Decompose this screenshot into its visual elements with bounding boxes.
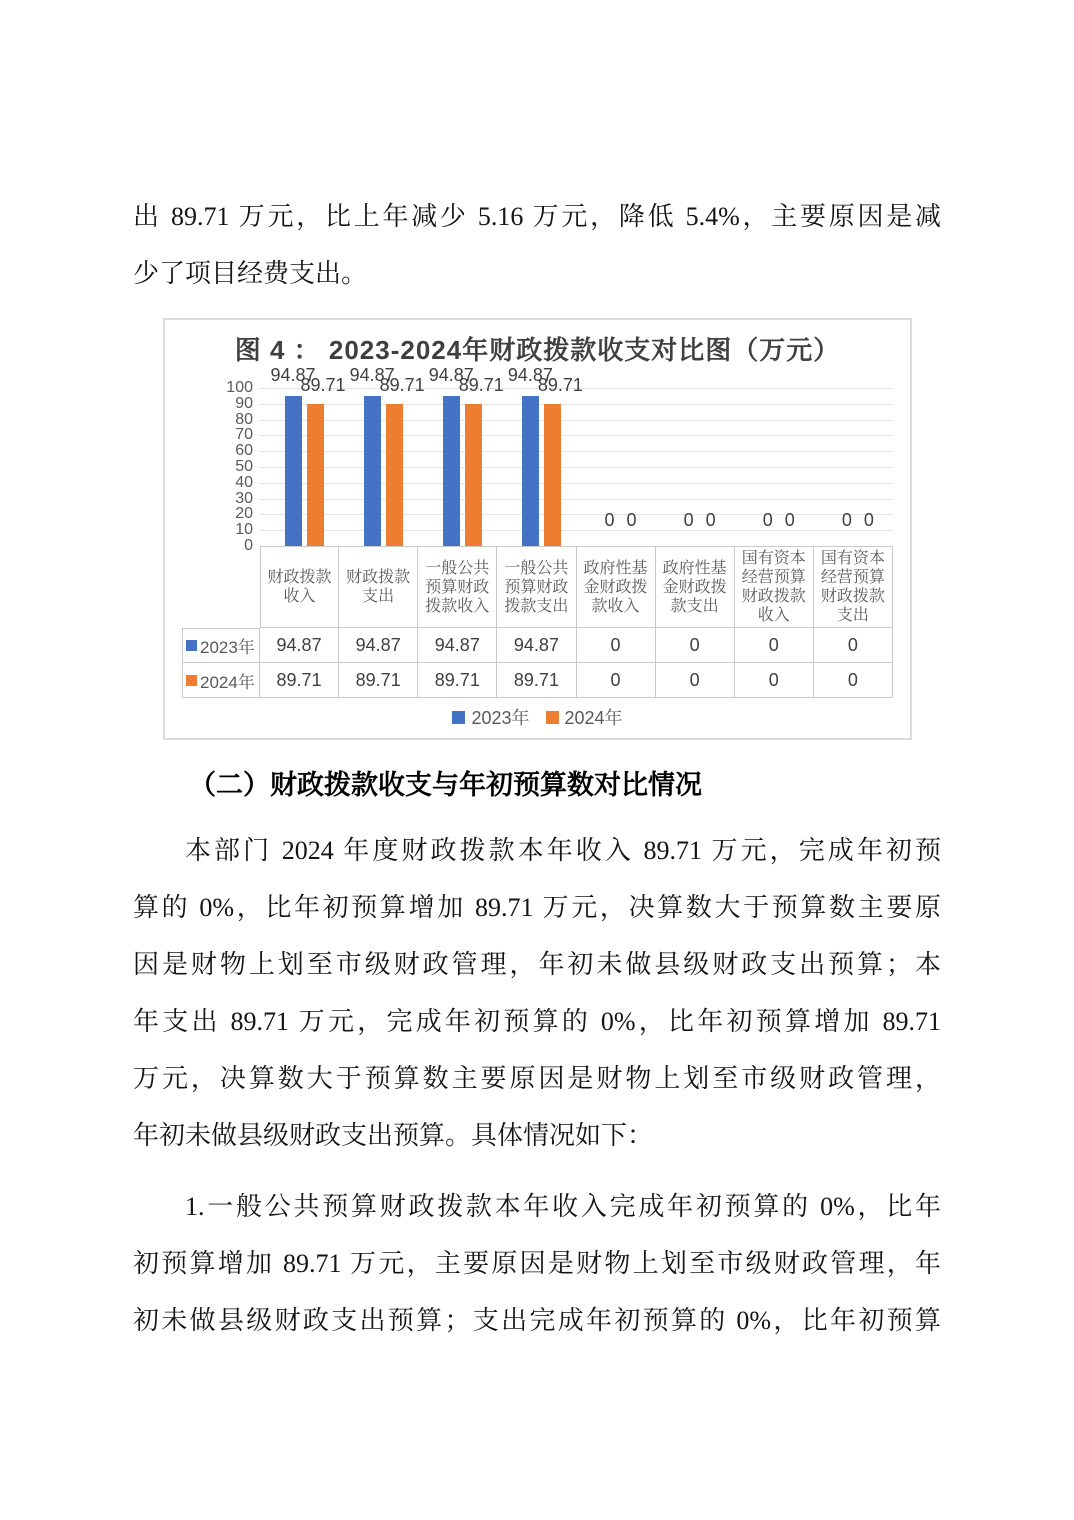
table-header-cell: 一般公共预算财政拨款收入 <box>418 546 497 628</box>
bar-2023年 <box>364 396 381 546</box>
intro-paragraph <box>133 188 941 302</box>
y-axis-tick-label: 70 <box>235 426 253 444</box>
text-line: 算的 0%，比年初预算增加 89.71 万元，决算数大于预算数主要原 <box>133 893 941 922</box>
bar-value-label: 89.71 <box>458 375 504 395</box>
chart-legend <box>165 704 910 730</box>
table-value-cell: 0 <box>656 663 735 698</box>
bar-2023年 <box>443 396 460 546</box>
table-header-cell: 财政拨款收入 <box>260 546 339 628</box>
table-header-cell: 国有资本经营预算财政拨款收入 <box>735 546 814 628</box>
bar-value-label: 94.87 <box>349 365 395 385</box>
bar-2024年 <box>465 404 482 546</box>
table-value-cell: 89.71 <box>339 663 418 698</box>
bar-value-label: 0 <box>863 510 874 530</box>
y-axis-tick-label: 60 <box>235 442 253 460</box>
text-line: 初预算增加 89.71 万元，主要原因是财物上划至市级财政管理，年 <box>133 1249 941 1278</box>
table-value-cell: 94.87 <box>260 628 339 663</box>
text-line: 初未做县级财政支出预算；支出完成年初预算的 0%，比年初预算 <box>133 1306 941 1335</box>
bar-value-label: 89.71 <box>379 375 425 395</box>
paragraph-budget-comparison <box>133 822 941 1164</box>
y-axis-tick-label: 50 <box>235 458 253 475</box>
text-line: 因是财物上划至市级财政管理，年初未做县级财政支出预算；本 <box>133 950 941 979</box>
y-axis-tick-label: 30 <box>235 489 253 507</box>
bar-value-label: 0 <box>705 510 716 530</box>
bar-2024年 <box>386 404 403 546</box>
table-header-cell: 政府性基金财政拨款支出 <box>656 546 735 628</box>
table-value-cell: 89.71 <box>260 663 339 698</box>
table-value-cell: 0 <box>814 628 893 663</box>
legend-item <box>452 704 529 730</box>
bar-2023年 <box>522 396 539 546</box>
y-axis-tick-label: 100 <box>226 379 253 396</box>
bar-value-label: 0 <box>683 510 694 530</box>
bar-value-label: 89.71 <box>537 375 583 395</box>
text-line: 年支出 89.71 万元，完成年初预算的 0%，比年初预算增加 89.71 <box>133 1007 941 1036</box>
table-value-cell: 0 <box>735 663 814 698</box>
bar-value-label: 94.87 <box>507 365 553 385</box>
gridline <box>260 467 893 468</box>
bar-value-label: 94.87 <box>428 365 474 385</box>
table-value-cell: 94.87 <box>497 628 576 663</box>
bar-value-label: 89.71 <box>300 375 346 395</box>
table-value-cell: 0 <box>577 663 656 698</box>
gridline <box>260 483 893 484</box>
legend-item <box>546 704 623 730</box>
table-value-cell: 94.87 <box>339 628 418 663</box>
bar-value-label: 0 <box>604 510 615 530</box>
table-header-cell: 财政拨款支出 <box>339 546 418 628</box>
y-axis-tick-label: 20 <box>235 505 253 523</box>
table-value-cell: 0 <box>656 628 735 663</box>
gridline <box>260 435 893 436</box>
text-line: 少了项目经费支出。 <box>133 259 368 288</box>
y-axis-tick-label: 40 <box>235 473 253 491</box>
bar-2024年 <box>544 404 561 546</box>
table-value-cell: 0 <box>814 663 893 698</box>
legend-label: 2024年 <box>564 708 623 728</box>
table-value-cell: 89.71 <box>497 663 576 698</box>
legend-key-square <box>452 711 465 724</box>
bar-value-label: 0 <box>841 510 852 530</box>
table-row-label: 2024年 <box>182 663 260 698</box>
table-value-cell: 0 <box>735 628 814 663</box>
text-line: 出 89.71 万元，比上年减少 5.16 万元，降低 5.4%，主要原因是减 <box>133 202 941 231</box>
y-axis-tick-label: 90 <box>235 394 253 412</box>
text-line: 年初未做县级财政支出预算。具体情况如下： <box>133 1121 654 1150</box>
y-axis-tick-label: 80 <box>235 410 253 428</box>
bar-2023年 <box>285 396 302 546</box>
gridline <box>260 404 893 405</box>
chart-canvas <box>165 320 910 738</box>
table-row-label: 2023年 <box>182 628 260 663</box>
legend-key-square <box>186 675 197 686</box>
chart-title: 图 4 ： 2023-2024年财政拨款收支对比图（万元） <box>234 335 841 365</box>
table-value-cell: 89.71 <box>418 663 497 698</box>
bar-2024年 <box>307 404 324 546</box>
table-header-cell: 国有资本经营预算财政拨款支出 <box>814 546 893 628</box>
bar-value-label: 0 <box>762 510 773 530</box>
paragraph-general-public-budget <box>133 1178 941 1349</box>
y-axis-tick-label: 0 <box>244 537 253 554</box>
gridline <box>260 451 893 452</box>
bar-value-label: 0 <box>626 510 637 530</box>
section-heading: （二）财政拨款收支与年初预算数对比情况 <box>189 770 702 800</box>
text-line: 1.一般公共预算财政拨款本年收入完成年初预算的 0%，比年 <box>185 1192 941 1221</box>
table-value-cell: 0 <box>577 628 656 663</box>
gridline <box>260 499 893 500</box>
legend-key-square <box>546 711 559 724</box>
bar-value-label: 0 <box>784 510 795 530</box>
gridline <box>260 420 893 421</box>
text-line: 本部门 2024 年度财政拨款本年收入 89.71 万元，完成年初预 <box>185 836 941 865</box>
bar-value-label: 94.87 <box>270 365 316 385</box>
table-header-cell: 政府性基金财政拨款收入 <box>577 546 656 628</box>
y-axis-tick-label: 10 <box>235 521 253 539</box>
table-value-cell: 94.87 <box>418 628 497 663</box>
legend-key-square <box>186 640 197 651</box>
legend-label: 2023年 <box>471 708 530 728</box>
chart-figure-4 <box>163 318 912 740</box>
text-line: 万元，决算数大于预算数主要原因是财物上划至市级财政管理， <box>133 1064 941 1093</box>
table-header-cell: 一般公共预算财政拨款支出 <box>497 546 576 628</box>
